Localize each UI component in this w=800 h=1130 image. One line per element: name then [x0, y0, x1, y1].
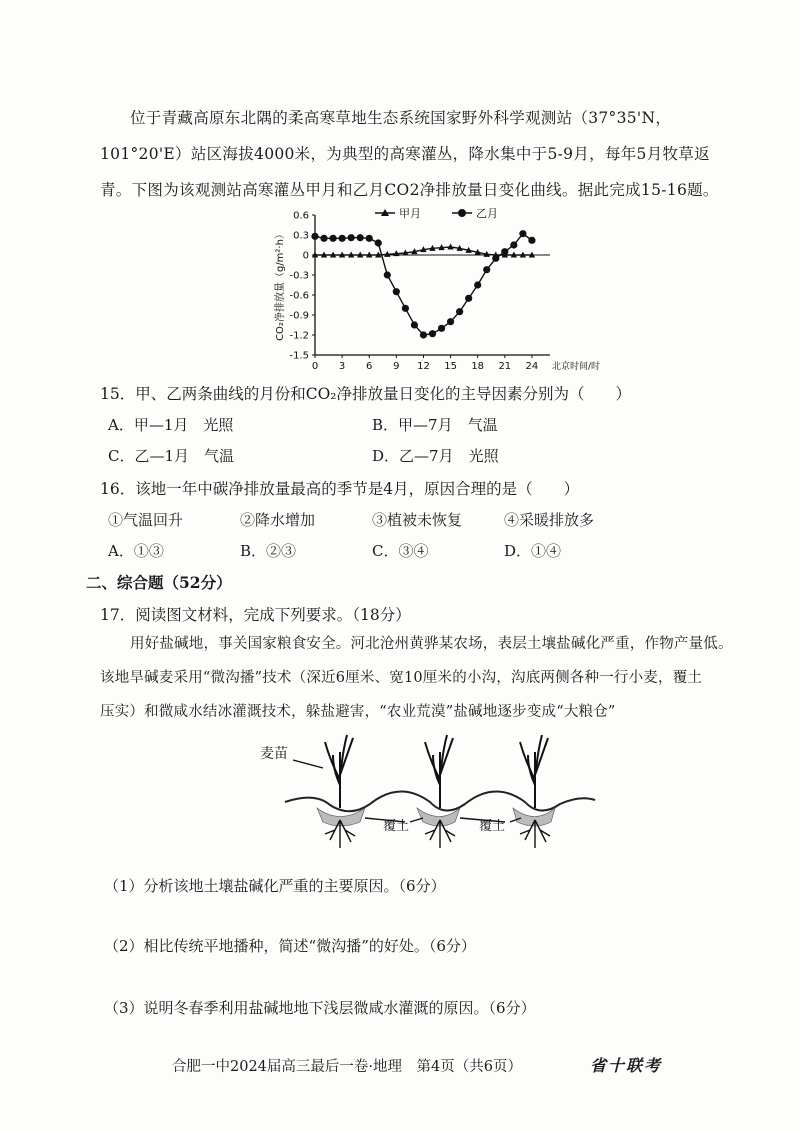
data-point-yi: [429, 330, 436, 337]
x-tick-label: 9: [393, 361, 400, 372]
data-point-yi: [492, 255, 499, 262]
soil-label-1: 覆土: [383, 819, 410, 834]
q16-option-b[interactable]: B．②③: [240, 542, 297, 560]
x-tick-label: 3: [338, 361, 346, 372]
data-point-yi: [474, 281, 481, 288]
wheat-arrow: [293, 760, 323, 768]
data-point-yi: [528, 237, 535, 244]
q16-option-d[interactable]: D．①④: [504, 542, 562, 560]
data-point-yi: [375, 239, 382, 246]
q16-item-1: ①气温回升: [108, 511, 184, 529]
x-tick-label: 21: [498, 361, 512, 372]
footer-text: 合肥一中2024届高三最后一卷·地理 第4页（共6页）: [172, 1059, 522, 1075]
wheat-label: 麦苗: [260, 746, 288, 762]
legend-label-yi: 乙月: [476, 207, 498, 220]
x-tick-label: 15: [444, 361, 457, 372]
q16-stem: 16．该地一年中碳净排放量最高的季节是4月，原因合理的是（ ）: [100, 480, 580, 498]
y-tick-label: 0: [302, 250, 309, 262]
data-point-yi: [320, 235, 327, 242]
y-tick-label: -0.6: [289, 290, 309, 302]
data-point-yi: [510, 241, 517, 248]
co2-chart: [265, 200, 601, 380]
micro-furrow-figure: [255, 730, 615, 860]
x-tick-label: 6: [366, 361, 373, 372]
y-tick-label: -1.2: [289, 330, 309, 342]
q15-option-b[interactable]: B．甲—7月 气温: [372, 416, 498, 434]
q15-option-d[interactable]: D．乙—7月 光照: [372, 447, 499, 465]
q16-item-4: ④采暖排放多: [504, 511, 595, 529]
data-point-yi: [420, 331, 427, 338]
data-point-yi: [384, 271, 391, 278]
data-point-yi: [465, 295, 472, 302]
x-tick-label: 0: [311, 361, 319, 372]
intro-paragraph: 位于青藏高原东北隅的柔高寒草地生态系统国家野外科学观测站（37°35'N，101°20'E）站区海拔4000米，为典型的高寒灌丛，降水集中于5-9月，每年5月牧草返青。下图为该观测站高寒灌丛甲月和乙月CO2净排放量日变化曲线。据此完成15-16题。: [100, 109, 719, 199]
wheat-plant-mid: [425, 735, 455, 848]
q16-item-2: ②降水增加: [240, 511, 316, 529]
wheat-plant-left: [325, 735, 355, 848]
q17-sub1: （1）分析该地土壤盐碱化严重的主要原因。（6分）: [104, 877, 446, 895]
x-tick-label: 12: [417, 361, 430, 372]
data-point-yi: [311, 233, 318, 240]
data-point-yi: [339, 235, 346, 242]
data-point-yi: [447, 318, 454, 325]
x-tick-label: 18: [471, 361, 485, 372]
y-tick-label: 0.3: [293, 230, 309, 242]
data-point-yi: [348, 234, 355, 241]
wheat-plant-right: [520, 735, 550, 848]
y-tick-label: 0.6: [293, 210, 309, 222]
y-tick-label: -0.3: [289, 270, 309, 282]
data-point-yi: [438, 325, 445, 332]
y-axis-label: CO₂净排放量（g/m²·h）: [275, 229, 286, 341]
q17-stem: 17．阅读图文材料，完成下列要求。（18分）: [100, 606, 411, 624]
soil-label-2: 覆土: [479, 819, 506, 834]
data-point-yi: [357, 234, 364, 241]
q15-option-c[interactable]: C．乙—1月 气温: [108, 447, 235, 465]
q16-option-c[interactable]: C．③④: [372, 542, 429, 560]
data-point-yi: [411, 321, 418, 328]
soil-arrow-2: [410, 818, 423, 822]
y-tick-label: -1.5: [289, 350, 309, 362]
q17-material-line3: 压实）和微咸水结冰灌溉技术，躲盐避害，“农业荒漠”盐碱地逐步变成“大粮仓”: [100, 704, 616, 720]
q15-option-a[interactable]: A．甲—1月 光照: [108, 416, 234, 434]
data-point-yi: [456, 308, 463, 315]
data-point-yi: [366, 235, 373, 242]
legend-marker-yi: [458, 209, 466, 217]
x-axis-label: 北京时间/时: [552, 362, 601, 372]
q17-material-line1: 用好盐碱地，事关国家粮食安全。河北沧州黄骅某农场，表层土壤盐碱化严重，作物产量低。: [130, 636, 733, 652]
y-tick-label: -0.9: [289, 310, 309, 322]
data-point-yi: [519, 230, 526, 237]
data-point-yi: [329, 235, 336, 242]
q17-material-line2: 该地旱碱麦采用“微沟播”技术（深近6厘米、宽10厘米的小沟，沟底两侧各种一行小麦，覆土: [100, 670, 703, 686]
q15-stem: 15．甲、乙两条曲线的月份和CO₂净排放量日变化的主导因素分别为（ ）: [100, 385, 632, 403]
data-point-yi: [402, 305, 409, 312]
q16-item-3: ③植被未恢复: [372, 511, 463, 529]
q17-sub2: （2）相比传统平地播种，简述“微沟播”的好处。（6分）: [104, 937, 476, 955]
section-heading: 二、综合题（52分）: [86, 573, 232, 592]
data-point-yi: [393, 288, 400, 295]
x-tick-label: 24: [525, 361, 539, 372]
legend-label-jia: 甲月: [399, 207, 421, 220]
q16-option-a[interactable]: A．①③: [108, 542, 164, 560]
q17-sub3: （3）说明冬春季利用盐碱地地下浅层微咸水灌溉的原因。（6分）: [104, 999, 536, 1017]
footer-stamp: 省十联考: [590, 1056, 663, 1075]
data-point-yi: [501, 248, 508, 255]
data-point-yi: [483, 266, 490, 273]
